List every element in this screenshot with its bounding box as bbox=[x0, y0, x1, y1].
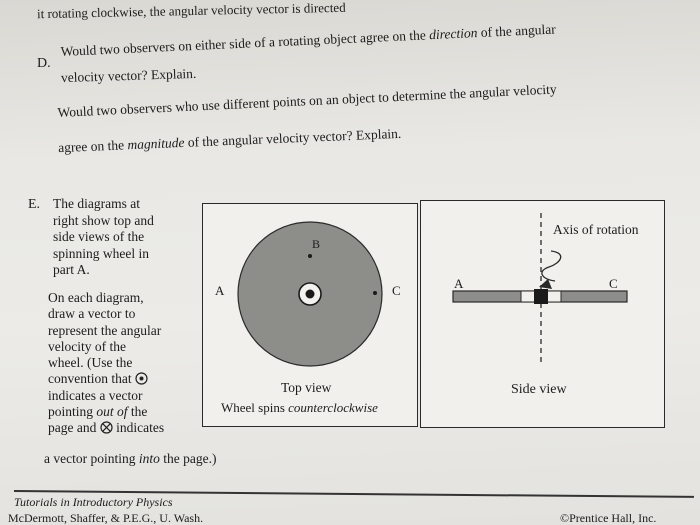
top-view-panel bbox=[202, 203, 418, 427]
side-view-label-a: A bbox=[454, 276, 464, 291]
question-d-letter: D. bbox=[37, 56, 51, 71]
question-d-part2-line1: Would two observers who use different points on an object to determine the angular velocity bbox=[57, 81, 557, 121]
side-axle bbox=[534, 289, 548, 304]
question-d-line1: Would two observers on either side of a rotating object agree on the direction of the angular bbox=[60, 21, 556, 60]
wheel-spin-caption: Wheel spins counterclockwise bbox=[221, 400, 378, 415]
side-view-label-c: C bbox=[609, 276, 618, 291]
axis-of-rotation-label: Axis of rotation bbox=[553, 222, 639, 237]
question-d-part2-line2: agree on the magnitude of the angular velocity vector? Explain. bbox=[57, 125, 402, 156]
side-view-caption: Side view bbox=[511, 382, 567, 397]
convention-line: convention that bbox=[48, 371, 164, 387]
question-e-intro: The diagrams at right show top and side views of the spinning wheel in part A. bbox=[53, 196, 154, 277]
point-c-dot bbox=[373, 291, 377, 295]
into-page-line: a vector pointing into the page.) bbox=[44, 451, 217, 466]
out-of-page-symbol-icon bbox=[135, 372, 148, 385]
header-fragment: it rotating clockwise, the angular velocity vector is directed bbox=[36, 0, 346, 22]
footer-copyright: ©Prentice Hall, Inc. bbox=[560, 511, 657, 525]
top-view-label-a: A bbox=[215, 283, 225, 298]
side-view-panel bbox=[420, 200, 665, 428]
top-view-caption: Top view bbox=[281, 380, 332, 395]
question-d-line2: velocity vector? Explain. bbox=[60, 65, 197, 86]
question-e-instructions: On each diagram, draw a vector to represent the angular velocity of the wheel. (Use the convention that indicates a vector pointing out of the page and indicates bbox=[48, 290, 165, 436]
top-view-label-c: C bbox=[392, 283, 401, 298]
pointing-out-line: pointing out of the bbox=[48, 404, 148, 420]
axle-center-dot bbox=[306, 290, 315, 299]
top-view-label-b: B bbox=[312, 237, 321, 251]
footer-authors: McDermott, Shaffer, & P.E.G., U. Wash. bbox=[8, 511, 204, 525]
into-symbol-line: page and indicates bbox=[48, 420, 165, 436]
question-e-letter: E. bbox=[28, 197, 41, 212]
into-page-symbol-icon bbox=[100, 421, 113, 434]
rotation-arrow-curve bbox=[542, 251, 561, 281]
point-b-dot bbox=[308, 254, 312, 258]
footer-title: Tutorials in Introductory Physics bbox=[14, 495, 173, 509]
